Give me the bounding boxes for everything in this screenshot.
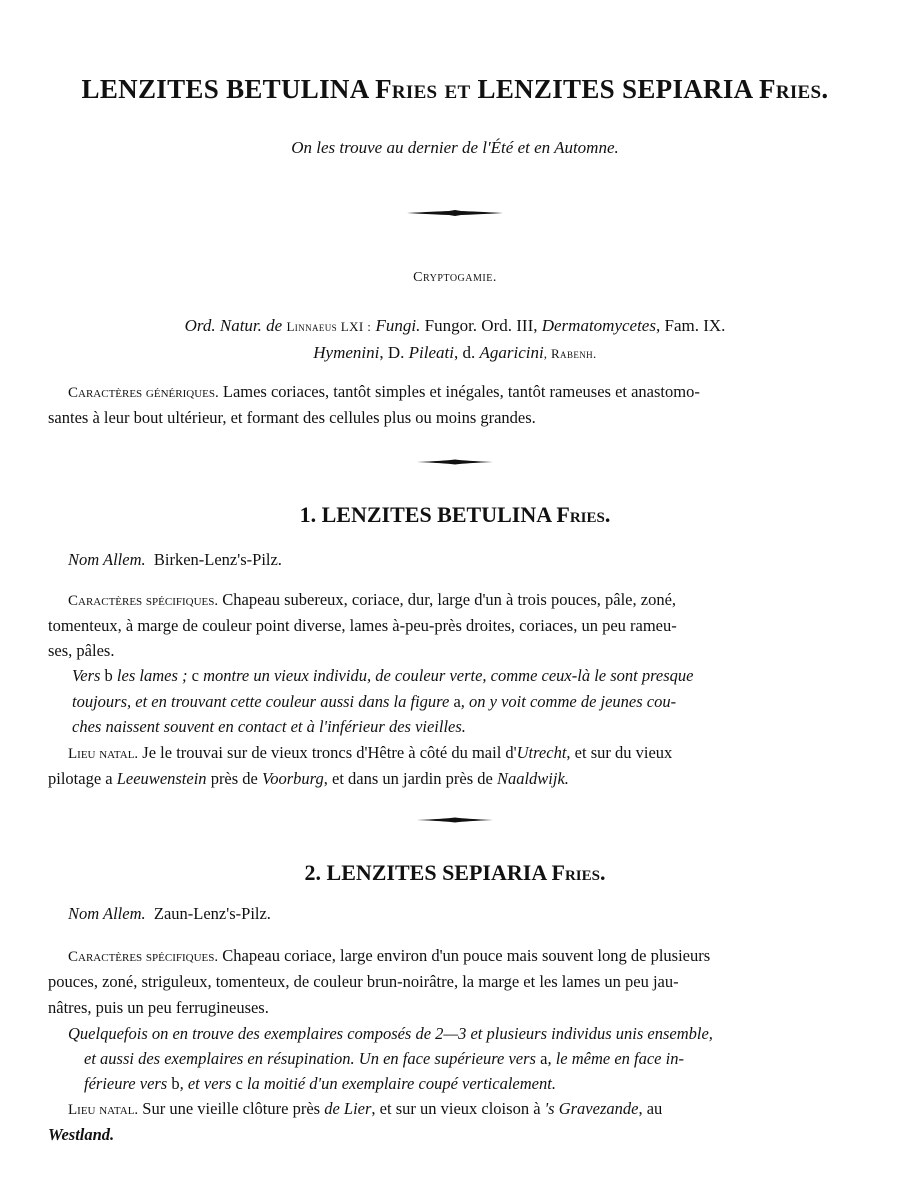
title-conjunction: et	[444, 74, 471, 104]
generic-characters-text-1: Lames coriaces, tantôt simples et inégales, tantôt rameuses et anastomo-	[222, 382, 700, 401]
generic-characters-line-2: santes à leur bout ultérieur, et formant des cellules plus ou moins grandes.	[48, 408, 536, 427]
place-name: Naaldwijk.	[496, 769, 569, 788]
section-2-spec-line-1	[68, 948, 710, 965]
title-author-1: Fries	[375, 74, 438, 104]
section-2-nom	[68, 906, 271, 923]
nom-allem-value: Birken-Lenz's-Pilz.	[153, 550, 282, 569]
lieu-text: , et dans un jardin près de	[323, 769, 493, 788]
hymenini-term: Hymenini	[313, 343, 380, 362]
title-genus-1: LENZITES BETULINA	[81, 74, 369, 104]
place-name: 's Gravezande	[544, 1099, 639, 1118]
section-1-spec-line-2: tomenteux, à marge de couleur point diverse, lames à-peu-près droites, coriaces, un peu rameu-	[48, 616, 677, 635]
specific-characters-text-1: Chapeau subereux, coriace, dur, large d'un à trois pouces, pâle, zoné,	[222, 590, 677, 609]
section-1-nom	[68, 552, 282, 569]
note-text: la moitié d'un exemplaire coupé verticalement.	[246, 1074, 556, 1093]
place-name: Voorburg	[262, 769, 324, 788]
ornament-divider-3	[0, 816, 910, 824]
page-title	[0, 74, 910, 105]
place-name: de Lier	[324, 1099, 372, 1118]
dermatomycetes-term: Dermatomycetes	[541, 316, 656, 335]
nom-allem-label: Nom Allem.	[68, 550, 146, 569]
note-text: et aussi des exemplaires en résupination. Un en face supérieure vers	[84, 1049, 536, 1068]
section-2-note-line-3	[84, 1076, 556, 1093]
title-genus-2: LENZITES SEPIARIA	[477, 74, 752, 104]
place-name: Leeuwenstein	[116, 769, 207, 788]
figure-letter: a	[453, 692, 461, 711]
lieu-text: Je le trouvai sur de vieux troncs d'Hêtre à côté du mail d'	[142, 743, 517, 762]
figure-letter: b	[171, 1074, 180, 1093]
note-text: , le même en face in-	[547, 1049, 684, 1068]
lieu-text: près de	[210, 769, 258, 788]
generic-characters-label: Caractères génériques.	[68, 385, 219, 401]
note-text: montre un vieux individu, de couleur verte, comme ceux-là le sont presque	[203, 666, 694, 685]
figure-letter: c	[191, 666, 199, 685]
section-1-spec-line-3: ses, pâles.	[48, 641, 115, 660]
agaricini-term: Agaricini	[479, 343, 544, 362]
section-1-number: 1.	[299, 502, 317, 527]
section-1-lieu-line-2	[48, 771, 569, 788]
section-2-author: Fries.	[551, 860, 606, 885]
fungor-ord: Fungor. Ord. III,	[424, 316, 538, 335]
d-lower: , d.	[453, 343, 476, 362]
section-2-spec-line-2: pouces, zoné, strigulеux, tomenteux, de couleur brun-noirâtre, la marge et les lames un peu jau-	[48, 972, 679, 991]
lieu-text: , et sur du vieux	[566, 743, 673, 762]
section-1-lieu-line-1	[68, 745, 672, 762]
fungi-term: Fungi.	[375, 316, 421, 335]
specific-characters-label: Caractères spécifiques.	[68, 949, 219, 965]
specific-characters-label: Caractères spécifiques.	[68, 593, 219, 609]
figure-letter: a	[540, 1049, 548, 1068]
section-1-name: LENZITES BETULINA	[321, 502, 551, 527]
classification-line-1	[0, 316, 910, 336]
ornament-rule-icon	[405, 208, 505, 218]
rabenh-ref: , Rabenh.	[543, 346, 597, 361]
note-text: les lames ;	[116, 666, 188, 685]
d-upper: , D.	[379, 343, 405, 362]
section-2-note-line-2	[84, 1051, 684, 1068]
ornament-rule-icon	[415, 816, 495, 824]
section-1-heading	[0, 502, 910, 528]
section-2-spec-line-3: nâtres, puis un peu ferrugineuses.	[48, 998, 269, 1017]
section-1-spec-line-1	[68, 592, 676, 609]
ornament-divider-1	[0, 208, 910, 218]
de-word: de	[266, 316, 283, 335]
section-1-author: Fries.	[556, 502, 611, 527]
classification-line-2	[0, 343, 910, 363]
place-name: Utrecht	[516, 743, 567, 762]
figure-letter: c	[235, 1074, 243, 1093]
figure-letter: b	[104, 666, 113, 685]
lieu-text: Sur une vieille clôture près	[142, 1099, 321, 1118]
section-1-note-line-1	[72, 668, 694, 685]
generic-characters-line-1	[68, 384, 700, 401]
lieu-text: pilotage a	[48, 769, 113, 788]
section-2-heading	[0, 860, 910, 886]
lieu-natal-label: Lieu natal.	[68, 746, 139, 762]
season-subtitle: On les trouve au dernier de l'Été et en Automne.	[291, 138, 619, 157]
title-author-2: Fries.	[759, 74, 829, 104]
section-2-lieu-line-1	[68, 1101, 662, 1118]
classification-heading: Cryptogamie.	[413, 270, 497, 285]
ord-natur-label: Ord. Natur.	[184, 316, 262, 335]
ornament-rule-icon	[415, 458, 495, 466]
section-2-note-line-1: Quelquefois on en trouve des exemplaires composés de 2—3 et plusieurs individus unis ensemble,	[68, 1024, 713, 1043]
pileati-term: Pileati	[408, 343, 454, 362]
note-text: Vers	[72, 666, 101, 685]
section-1-note-line-2	[72, 694, 676, 711]
section-2-number: 2.	[304, 860, 322, 885]
section-2-name: LENZITES SEPIARIA	[326, 860, 546, 885]
fam-ix: , Fam. IX.	[655, 316, 726, 335]
lieu-text: , au	[638, 1099, 663, 1118]
nom-allem-label: Nom Allem.	[68, 904, 146, 923]
lieu-text: , et sur un vieux cloison à	[371, 1099, 541, 1118]
note-text: toujours, et en trouvant cette couleur aussi dans la figure	[72, 692, 450, 711]
ornament-divider-2	[0, 458, 910, 466]
lieu-natal-label: Lieu natal.	[68, 1102, 139, 1118]
specific-characters-text-1: Chapeau coriace, large environ d'un pouce mais souvent long de plusieurs	[222, 946, 711, 965]
note-text: férieure vers	[84, 1074, 168, 1093]
section-2-lieu-line-2: Westland.	[48, 1125, 115, 1144]
nom-allem-value: Zaun-Lenz's-Pilz.	[153, 904, 271, 923]
note-text: , et vers	[179, 1074, 232, 1093]
note-text: , on y voit comme de jeunes cou-	[460, 692, 677, 711]
linnaeus-ref: Linnaeus LXI :	[286, 319, 372, 334]
section-1-note-line-3: ches naissent souvent en contact et à l'inférieur des vieilles.	[72, 717, 466, 736]
